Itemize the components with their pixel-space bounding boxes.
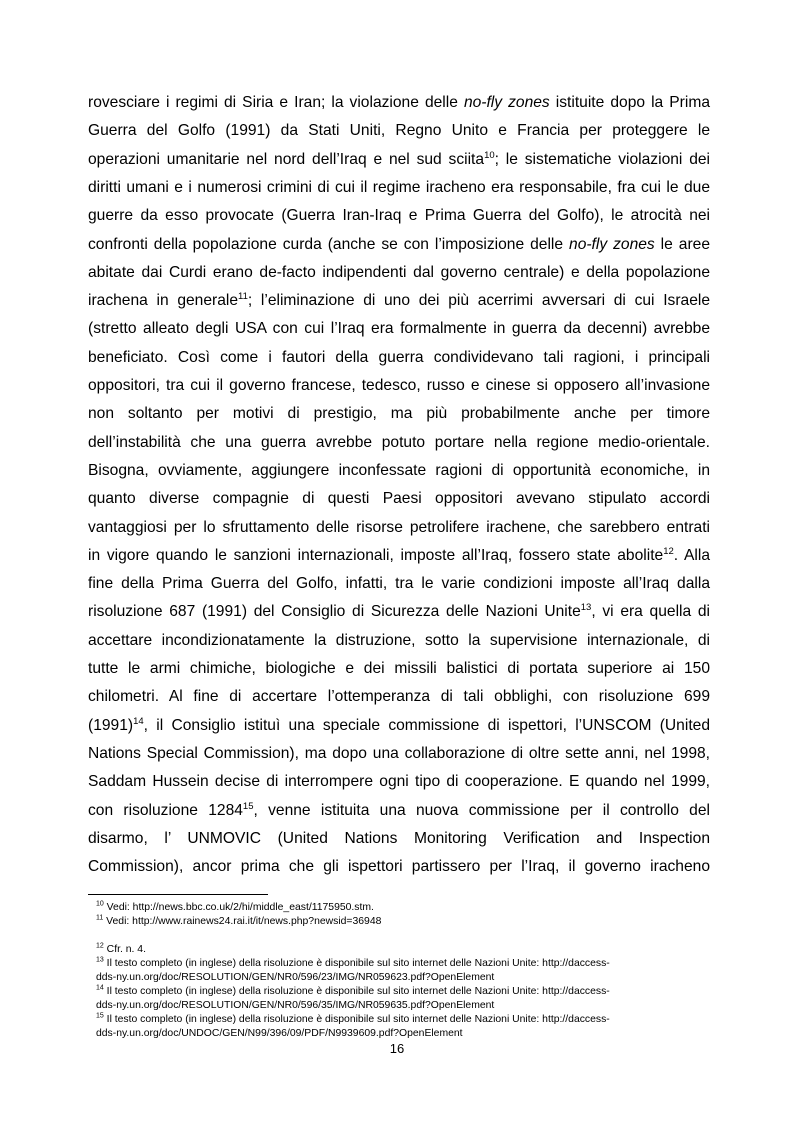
page-number: 16 — [389, 1041, 405, 1056]
body-line — [88, 150, 710, 170]
footnote-continuation: dds-ny.un.org/doc/RESOLUTION/GEN/NR0/596/35/IMG/NR059635.pdf?OpenElement — [96, 1000, 495, 1011]
footnote-number: 12 — [96, 942, 104, 950]
text-segment: non soltanto per motivi di prestigio, ma più probabilmente anche per timore — [88, 405, 710, 422]
footnote-text: Vedi: http://news.bbc.co.uk/2/hi/middle_east/1175950.stm. — [103, 902, 374, 913]
footnote-text: Il testo completo (in inglese) della risoluzione è disponibile sul sito internet delle Nazioni Unite: http://daccess- — [103, 958, 610, 969]
text-segment: (1991) — [88, 717, 134, 734]
footnote-text: Il testo completo (in inglese) della risoluzione è disponibile sul sito internet delle Nazioni Unite: http://daccess- — [103, 1014, 610, 1025]
text-segment: abitate dai Curdi erano de-facto indipendenti dal governo centrale) e della popolazione — [88, 264, 710, 281]
text-segment: con risoluzione 1284 — [88, 802, 243, 819]
footnote-number: 11 — [96, 914, 104, 922]
footnote-text: Vedi: http://www.rainews24.rai.it/it/news.php?newsid=36948 — [103, 916, 382, 927]
footnote-ref: 12 — [663, 545, 674, 557]
footnote-continuation: dds-ny.un.org/doc/UNDOC/GEN/N99/396/09/PDF/N9939609.pdf?OpenElement — [96, 1028, 463, 1039]
text-segment: diritti umani e i numerosi crimini di cui il regime iracheno era responsabile, fra cui le due — [88, 179, 710, 196]
text-segment: le aree — [654, 236, 710, 253]
footnote-number: 14 — [96, 984, 104, 992]
body-line — [88, 546, 710, 566]
body-line — [88, 659, 710, 679]
text-segment: Saddam Hussein decise di interrompere ogni tipo di cooperazione. E quando nel 1999, — [88, 773, 710, 790]
body-line — [88, 235, 710, 255]
footnote-ref: 13 — [580, 601, 592, 613]
footnote-number: 13 — [96, 956, 104, 964]
body-line — [88, 716, 710, 736]
text-segment: in vigore quando le sanzioni internazionali, imposte all’Iraq, fossero state abolite — [88, 547, 664, 564]
body-line — [88, 461, 710, 481]
text-segment: risoluzione 687 (1991) del Consiglio di Sicurezza delle Nazioni Unite — [88, 603, 581, 620]
body-line — [88, 348, 710, 368]
footnote-number: 10 — [96, 900, 104, 908]
text-segment: fine della Prima Guerra del Golfo, infatti, tra le varie condizioni imposte all’Iraq dalla — [88, 575, 710, 592]
body-line — [88, 744, 710, 764]
footnote-11 — [96, 916, 706, 928]
body-line — [88, 433, 710, 453]
text-segment: Nations Special Commission), ma dopo una collaborazione di oltre sette anni, nel 1998, — [88, 745, 710, 762]
body-line — [88, 263, 710, 283]
text-segment: Guerra del Golfo (1991) da Stati Uniti, Regno Unito e Francia per proteggere le — [88, 122, 710, 139]
text-segment: chilometri. Al fine di accertare l’ottemperanza di tali obblighi, con risoluzione 699 — [88, 688, 710, 705]
text-segment: Bisogna, ovviamente, aggiungere inconfessate ragioni di opportunità economiche, in — [88, 462, 710, 479]
footnote-text: Cfr. n. 4. — [103, 944, 146, 955]
footnote-12 — [96, 944, 706, 956]
body-line — [88, 206, 710, 226]
footnote-15 — [96, 1014, 706, 1026]
footnote-ref: 14 — [133, 715, 144, 727]
body-line — [88, 829, 710, 849]
footnote-number: 15 — [96, 1012, 104, 1020]
footnote-13 — [96, 958, 706, 970]
footnote-ref: 10 — [484, 149, 495, 161]
italic-text: no-fly zones — [463, 94, 550, 111]
text-segment: (stretto alleato degli USA con cui l’Iraq era formalmente in guerra da decenni) avrebbe — [88, 320, 710, 337]
text-segment: guerre da esso provocate (Guerra Iran-Iraq e Prima Guerra del Golfo), le atrocità nei — [88, 207, 710, 224]
text-segment: dell’instabilità che una guerra avrebbe potuto portare nella regione medio-orientale. — [88, 434, 710, 451]
body-line — [88, 376, 710, 396]
text-segment: beneficiato. Così come i fautori della guerra condividevano tali ragioni, i principali — [88, 349, 710, 366]
footnote-10 — [96, 902, 706, 914]
body-line — [88, 404, 710, 424]
text-segment: , vi era quella di — [591, 603, 710, 620]
body-line — [88, 687, 710, 707]
body-line — [88, 93, 710, 113]
text-segment: . Alla — [673, 547, 710, 564]
text-segment: accettare incondizionatamente la distruzione, sotto la supervisione internazionale, di — [88, 632, 710, 649]
body-line — [88, 574, 710, 594]
text-segment: confronti della popolazione curda (anche se con l’imposizione delle — [88, 236, 570, 253]
text-segment: disarmo, l’ UNMOVIC (United Nations Monitoring Verification and Inspection — [88, 830, 710, 847]
text-segment: Commission), ancor prima che gli ispettori partissero per l’Iraq, il governo iracheno — [88, 858, 710, 875]
body-line — [88, 489, 710, 509]
footnote-continuation: dds-ny.un.org/doc/RESOLUTION/GEN/NR0/596/23/IMG/NR059623.pdf?OpenElement — [96, 972, 495, 983]
footnote-separator — [88, 894, 268, 895]
body-line — [88, 121, 710, 141]
body-line — [88, 602, 710, 622]
text-segment: rovesciare i regimi di Siria e Iran; la violazione delle — [88, 94, 464, 111]
text-segment: operazioni umanitarie nel nord dell’Iraq e nel sud sciita — [88, 151, 485, 168]
text-segment: ; le sistematiche violazioni dei — [494, 151, 711, 168]
text-segment: , il Consiglio istituì una speciale commissione di ispettori, l’UNSCOM (United — [143, 717, 710, 734]
body-line — [88, 319, 710, 339]
text-segment: istituite dopo la Prima — [549, 94, 710, 111]
text-segment: tutte le armi chimiche, biologiche e dei missili balistici di portata superiore ai 150 — [88, 660, 710, 677]
text-segment: oppositori, tra cui il governo francese, tedesco, russo e cinese si opposero all’invasione — [88, 377, 710, 394]
italic-text: no-fly zones — [569, 236, 655, 253]
text-segment: , venne istituita una nuova commissione per il controllo del — [253, 802, 710, 819]
body-line — [88, 631, 710, 651]
text-segment: vantaggiosi per lo sfruttamento delle risorse petrolifere irachene, che sarebbero entrati — [88, 519, 710, 536]
text-segment: irachena in generale — [88, 292, 239, 309]
body-line — [88, 291, 710, 311]
footnote-ref: 11 — [238, 290, 248, 302]
body-line — [88, 772, 710, 792]
text-segment: quanto diverse compagnie di questi Paesi oppositori avevano stipulato accordi — [88, 490, 710, 507]
body-line — [88, 178, 710, 198]
footnote-text: Il testo completo (in inglese) della risoluzione è disponibile sul sito internet delle Nazioni Unite: http://daccess- — [103, 986, 610, 997]
body-line — [88, 518, 710, 538]
footnote-ref: 15 — [242, 800, 254, 812]
footnote-14 — [96, 986, 706, 998]
body-line — [88, 801, 710, 821]
body-line — [88, 857, 710, 877]
text-segment: ; l’eliminazione di uno dei più acerrimi avversari di cui Israele — [247, 292, 710, 309]
